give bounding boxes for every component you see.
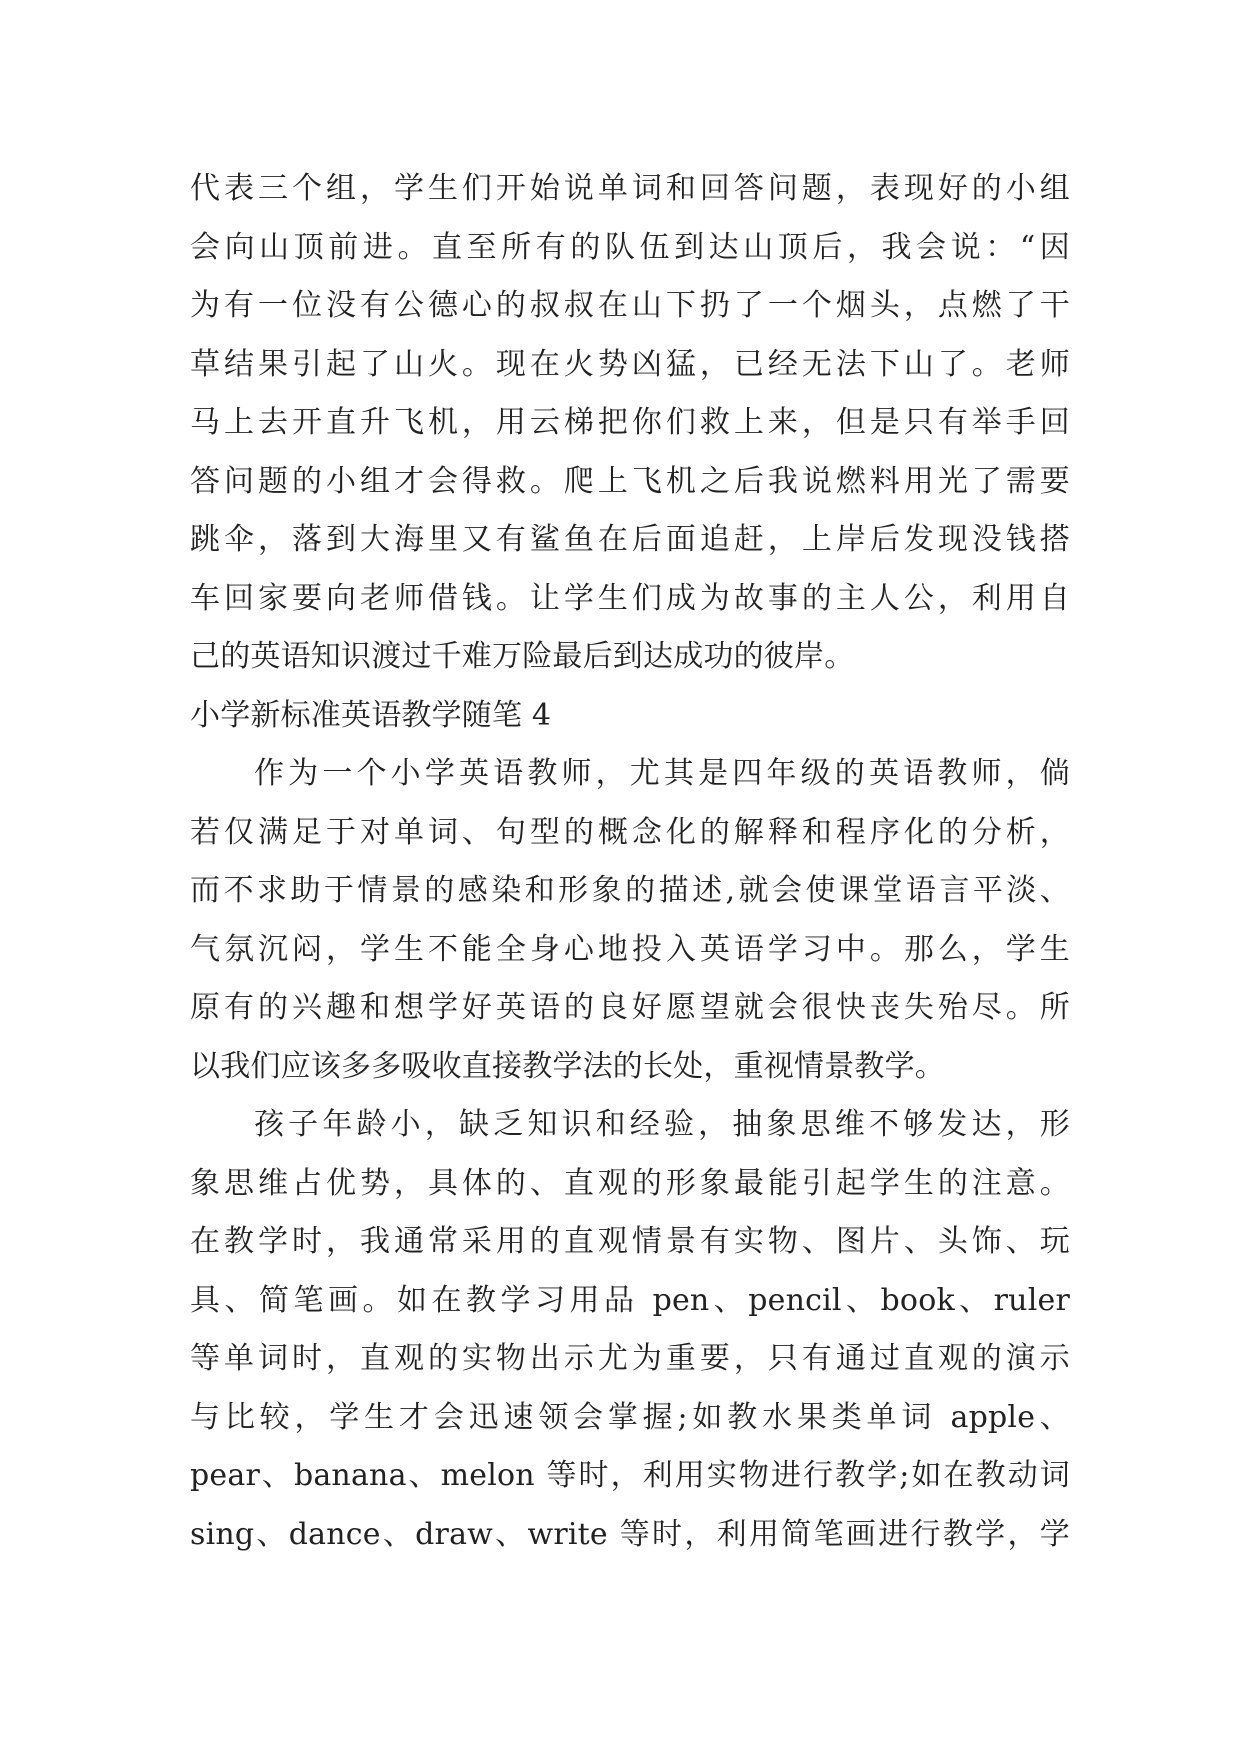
text-line: 若仅满足于对单词、句型的概念化的解释和程序化的分析， (190, 814, 1070, 850)
text-line: 答问题的小组才会得救。爬上飞机之后我说燃料用光了需要 (190, 463, 1070, 499)
text-line: 作为一个小学英语教师，尤其是四年级的英语教师，倘 (254, 756, 1070, 791)
text-line: pear、banana、melon 等时，利用实物进行教学;如在教动词 (190, 1458, 1070, 1493)
text-line: 以我们应该多多吸收直接教学法的长处，重视情景教学。 (190, 1048, 945, 1084)
text-line: 马上去开直升飞机，用云梯把你们救上来，但是只有举手回 (190, 405, 1070, 440)
text-line: 孩子年龄小，缺乏知识和经验，抽象思维不够发达，形 (254, 1107, 1070, 1142)
text-line: 会向山顶前进。直至所有的队伍到达山顶后，我会说：“因 (190, 229, 1070, 265)
text-line: 草结果引起了山火。现在火势凶猛，已经无法下山了。老师 (190, 346, 1070, 382)
text-line: 与比较，学生才会迅速领会掌握;如教水果类单词 apple、 (190, 1399, 1070, 1435)
text-line: 原有的兴趣和想学好英语的良好愿望就会很快丧失殆尽。所 (190, 990, 1070, 1025)
text-line: 为有一位没有公德心的叔叔在山下扔了一个烟头，点燃了干 (190, 288, 1070, 323)
text-line: 跳伞，落到大海里又有鲨鱼在后面追赶，上岸后发现没钱搭 (190, 522, 1070, 557)
text-line: 在教学时，我通常采用的直观情景有实物、图片、头饰、玩 (190, 1224, 1070, 1259)
text-line: 气氛沉闷，学生不能全身心地投入英语学习中。那么，学生 (190, 931, 1070, 967)
text-line: 具、简笔画。如在教学习用品 pen、pencil、book、ruler (190, 1282, 1070, 1318)
text-line: 代表三个组，学生们开始说单词和回答问题，表现好的小组 (190, 171, 1070, 206)
text-line: 车回家要向老师借钱。让学生们成为故事的主人公，利用自 (190, 580, 1070, 616)
document-body (190, 160, 1070, 1564)
text-line: 己的英语知识渡过千难万险最后到达成功的彼岸。 (190, 639, 855, 674)
text-line: 等单词时，直观的实物出示尤为重要，只有通过直观的演示 (190, 1341, 1070, 1376)
text-line: 而不求助于情景的感染和形象的描述,就会使课堂语言平淡、 (190, 873, 1070, 908)
text-line: sing、dance、draw、write 等时，利用简笔画进行教学，学 (190, 1516, 1070, 1552)
section-title: 小学新标准英语教学随笔 4 (190, 697, 552, 733)
text-line: 象思维占优势，具体的、直观的形象最能引起学生的注意。 (190, 1165, 1070, 1201)
